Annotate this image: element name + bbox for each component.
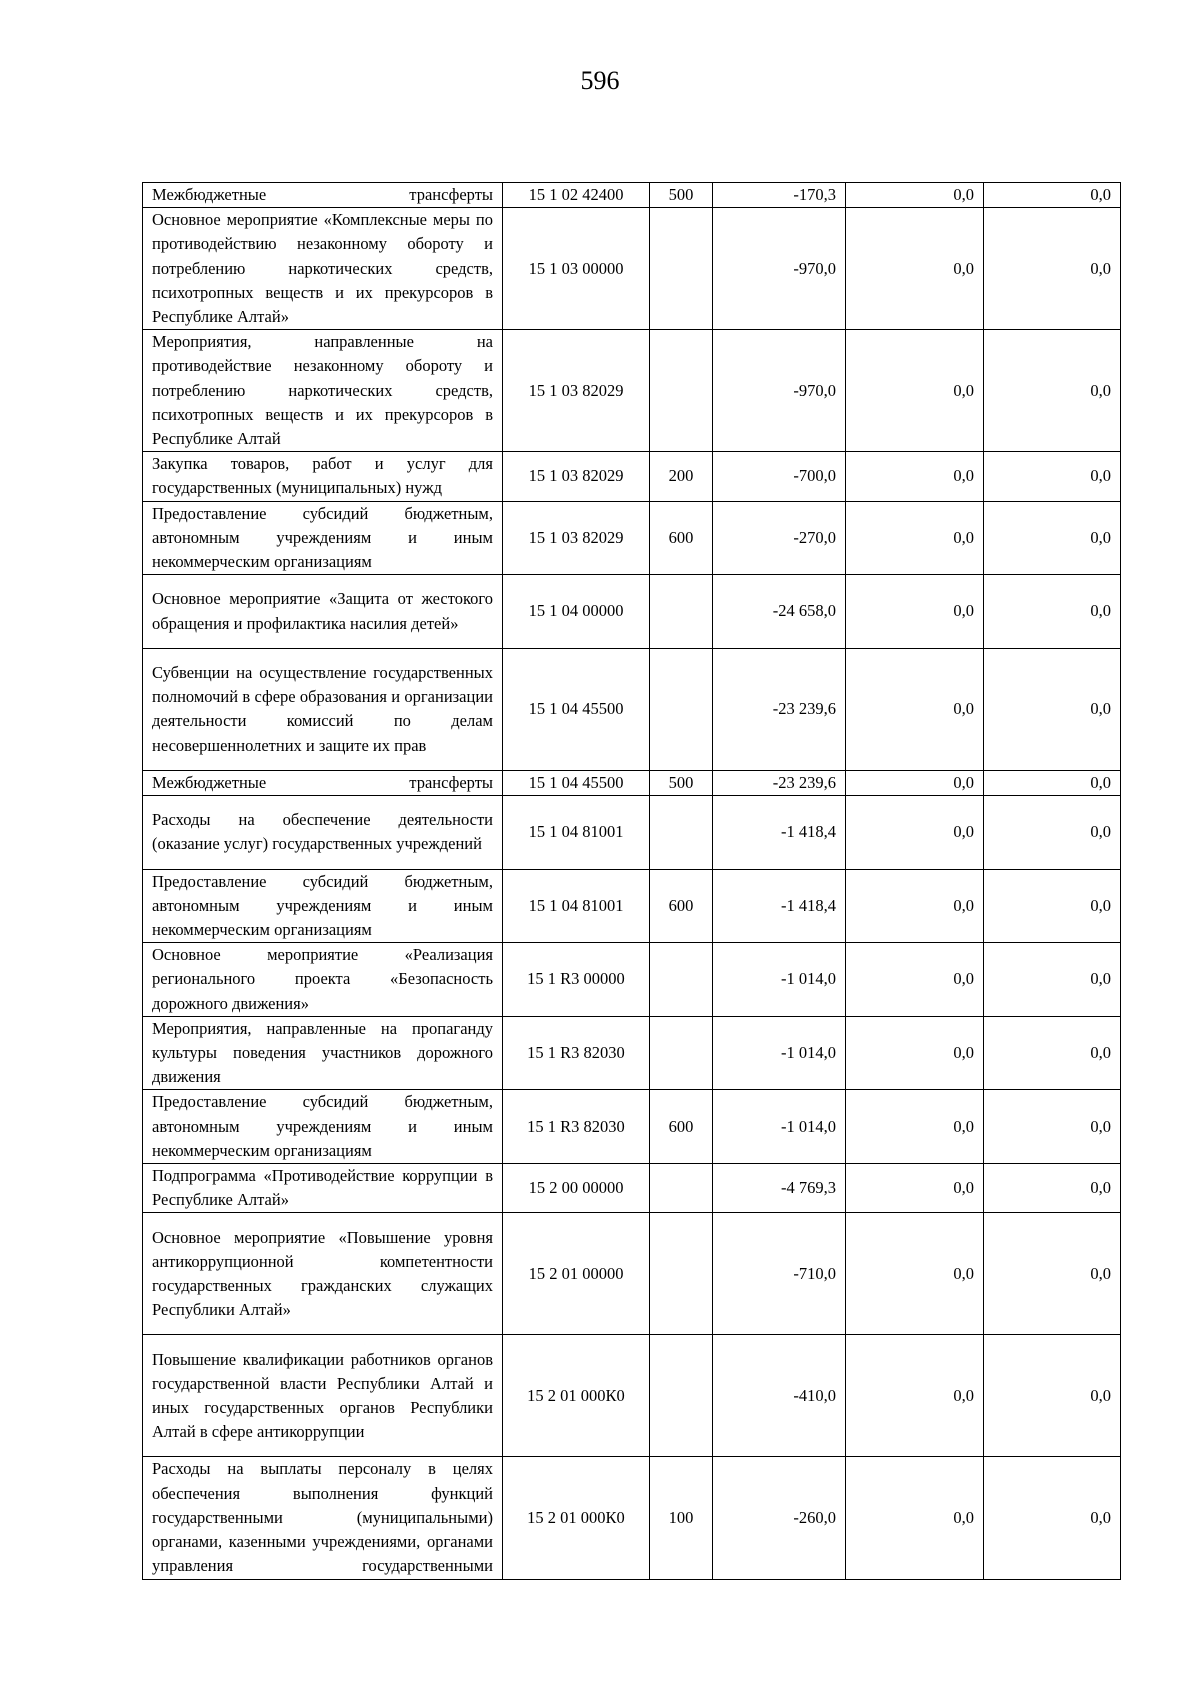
row-name-cell: Основное мероприятие «Комплексные меры по противодействию незаконному обороту и потреблению наркотических средств, психотропных веществ и их прекурсоров в Республике Алтай» — [143, 208, 503, 330]
row-code-cell: 15 2 01 000К0 — [503, 1457, 650, 1579]
row-code-cell: 15 2 01 000К0 — [503, 1335, 650, 1457]
row-name-cell: Расходы на обеспечение деятельности (оказание услуг) государственных учреждений — [143, 796, 503, 870]
row-amount-3-cell: 0,0 — [984, 452, 1121, 501]
row-amount-1-cell: -24 658,0 — [713, 575, 846, 649]
row-code-cell: 15 1 03 82029 — [503, 452, 650, 501]
row-code-cell: 15 1 02 42400 — [503, 183, 650, 208]
row-amount-1-cell: -260,0 — [713, 1457, 846, 1579]
table-row — [143, 1335, 1121, 1457]
table-row — [143, 943, 1121, 1017]
row-expense-type-cell — [650, 1213, 713, 1335]
row-amount-1-cell: -4 769,3 — [713, 1164, 846, 1213]
row-expense-type-cell — [650, 1335, 713, 1457]
row-amount-1-cell: -710,0 — [713, 1213, 846, 1335]
row-expense-type-cell: 200 — [650, 452, 713, 501]
row-code-cell: 15 2 01 00000 — [503, 1213, 650, 1335]
table-row — [143, 648, 1121, 770]
row-expense-type-cell — [650, 575, 713, 649]
row-amount-1-cell: -1 418,4 — [713, 796, 846, 870]
row-amount-1-cell: -1 014,0 — [713, 1016, 846, 1090]
page-number: 596 — [580, 66, 620, 95]
row-amount-2-cell: 0,0 — [846, 1016, 984, 1090]
row-amount-2-cell: 0,0 — [846, 183, 984, 208]
row-expense-type-cell: 600 — [650, 1090, 713, 1164]
table-row — [143, 796, 1121, 870]
row-amount-1-cell: -700,0 — [713, 452, 846, 501]
row-amount-1-cell: -23 239,6 — [713, 770, 846, 795]
row-amount-2-cell: 0,0 — [846, 452, 984, 501]
row-amount-2-cell: 0,0 — [846, 575, 984, 649]
row-amount-3-cell: 0,0 — [984, 183, 1121, 208]
row-code-cell: 15 1 R3 00000 — [503, 943, 650, 1017]
row-amount-2-cell: 0,0 — [846, 869, 984, 943]
table-row — [143, 208, 1121, 330]
row-amount-3-cell: 0,0 — [984, 869, 1121, 943]
row-amount-2-cell: 0,0 — [846, 1213, 984, 1335]
row-code-cell: 15 1 04 81001 — [503, 869, 650, 943]
row-amount-1-cell: -170,3 — [713, 183, 846, 208]
row-expense-type-cell — [650, 1164, 713, 1213]
row-code-cell: 15 1 04 45500 — [503, 770, 650, 795]
row-amount-3-cell: 0,0 — [984, 330, 1121, 452]
row-amount-3-cell: 0,0 — [984, 796, 1121, 870]
row-expense-type-cell — [650, 648, 713, 770]
row-name-cell: Основное мероприятие «Повышение уровня антикоррупционной компетентности государственных гражданских служащих Республики Алтай» — [143, 1213, 503, 1335]
table-row — [143, 330, 1121, 452]
row-name-cell: Предоставление субсидий бюджетным, автономным учреждениям и иным некоммерческим организациям — [143, 869, 503, 943]
row-amount-2-cell: 0,0 — [846, 1090, 984, 1164]
row-amount-2-cell: 0,0 — [846, 943, 984, 1017]
row-amount-3-cell: 0,0 — [984, 1213, 1121, 1335]
row-name-cell: Межбюджетные трансферты — [143, 770, 503, 795]
row-amount-1-cell: -270,0 — [713, 501, 846, 575]
row-code-cell: 15 1 03 00000 — [503, 208, 650, 330]
table-row — [143, 183, 1121, 208]
row-amount-2-cell: 0,0 — [846, 330, 984, 452]
table-row — [143, 452, 1121, 501]
row-code-cell: 15 1 03 82029 — [503, 501, 650, 575]
budget-table-body — [143, 183, 1121, 1580]
row-expense-type-cell: 500 — [650, 183, 713, 208]
row-amount-2-cell: 0,0 — [846, 208, 984, 330]
row-amount-3-cell: 0,0 — [984, 648, 1121, 770]
row-name-cell: Закупка товаров, работ и услуг для государственных (муниципальных) нужд — [143, 452, 503, 501]
row-amount-2-cell: 0,0 — [846, 1335, 984, 1457]
row-amount-3-cell: 0,0 — [984, 1016, 1121, 1090]
table-row — [143, 1016, 1121, 1090]
row-amount-3-cell: 0,0 — [984, 575, 1121, 649]
row-expense-type-cell: 600 — [650, 501, 713, 575]
row-amount-3-cell: 0,0 — [984, 1457, 1121, 1579]
row-amount-1-cell: -1 014,0 — [713, 1090, 846, 1164]
row-amount-3-cell: 0,0 — [984, 1164, 1121, 1213]
row-amount-3-cell: 0,0 — [984, 1335, 1121, 1457]
table-row — [143, 501, 1121, 575]
row-amount-2-cell: 0,0 — [846, 770, 984, 795]
row-code-cell: 15 1 R3 82030 — [503, 1090, 650, 1164]
row-name-cell: Субвенции на осуществление государственных полномочий в сфере образования и организации деятельности комиссий по делам несовершеннолетних и защите их прав — [143, 648, 503, 770]
table-row — [143, 869, 1121, 943]
row-expense-type-cell — [650, 1016, 713, 1090]
row-amount-1-cell: -410,0 — [713, 1335, 846, 1457]
table-row — [143, 575, 1121, 649]
row-amount-1-cell: -970,0 — [713, 330, 846, 452]
row-code-cell: 15 1 04 00000 — [503, 575, 650, 649]
row-name-cell: Межбюджетные трансферты — [143, 183, 503, 208]
row-amount-3-cell: 0,0 — [984, 208, 1121, 330]
row-name-cell: Основное мероприятие «Реализация регионального проекта «Безопасность дорожного движения» — [143, 943, 503, 1017]
row-amount-2-cell: 0,0 — [846, 1457, 984, 1579]
row-amount-2-cell: 0,0 — [846, 648, 984, 770]
table-row — [143, 1213, 1121, 1335]
row-code-cell: 15 1 04 81001 — [503, 796, 650, 870]
row-amount-1-cell: -970,0 — [713, 208, 846, 330]
row-expense-type-cell — [650, 208, 713, 330]
row-name-cell: Расходы на выплаты персоналу в целях обеспечения выполнения функций государственными (муниципальными) органами, казенными учреждениями, органами управления государственными — [143, 1457, 503, 1579]
row-expense-type-cell: 600 — [650, 869, 713, 943]
row-name-cell: Предоставление субсидий бюджетным, автономным учреждениям и иным некоммерческим организациям — [143, 1090, 503, 1164]
row-amount-3-cell: 0,0 — [984, 501, 1121, 575]
row-amount-1-cell: -23 239,6 — [713, 648, 846, 770]
row-expense-type-cell — [650, 943, 713, 1017]
row-code-cell: 15 1 R3 82030 — [503, 1016, 650, 1090]
row-code-cell: 15 2 00 00000 — [503, 1164, 650, 1213]
row-code-cell: 15 1 03 82029 — [503, 330, 650, 452]
row-code-cell: 15 1 04 45500 — [503, 648, 650, 770]
row-amount-1-cell: -1 014,0 — [713, 943, 846, 1017]
table-row — [143, 1457, 1121, 1579]
row-expense-type-cell — [650, 796, 713, 870]
row-name-cell: Повышение квалификации работников органов государственной власти Республики Алтай и иных государственных органов Республики Алтай в сфере антикоррупции — [143, 1335, 503, 1457]
row-amount-3-cell: 0,0 — [984, 1090, 1121, 1164]
row-name-cell: Предоставление субсидий бюджетным, автономным учреждениям и иным некоммерческим организациям — [143, 501, 503, 575]
row-amount-1-cell: -1 418,4 — [713, 869, 846, 943]
table-row — [143, 770, 1121, 795]
row-expense-type-cell — [650, 330, 713, 452]
row-name-cell: Подпрограмма «Противодействие коррупции в Республике Алтай» — [143, 1164, 503, 1213]
row-amount-2-cell: 0,0 — [846, 796, 984, 870]
row-amount-3-cell: 0,0 — [984, 943, 1121, 1017]
table-row — [143, 1090, 1121, 1164]
table-row — [143, 1164, 1121, 1213]
row-amount-2-cell: 0,0 — [846, 501, 984, 575]
row-amount-2-cell: 0,0 — [846, 1164, 984, 1213]
row-expense-type-cell: 100 — [650, 1457, 713, 1579]
row-expense-type-cell: 500 — [650, 770, 713, 795]
row-name-cell: Основное мероприятие «Защита от жестокого обращения и профилактика насилия детей» — [143, 575, 503, 649]
row-amount-3-cell: 0,0 — [984, 770, 1121, 795]
row-name-cell: Мероприятия, направленные на пропаганду культуры поведения участников дорожного движения — [143, 1016, 503, 1090]
row-name-cell: Мероприятия, направленные на противодействие незаконному обороту и потреблению наркотических средств, психотропных веществ и их прекурсоров в Республике Алтай — [143, 330, 503, 452]
budget-table — [142, 182, 1121, 1580]
